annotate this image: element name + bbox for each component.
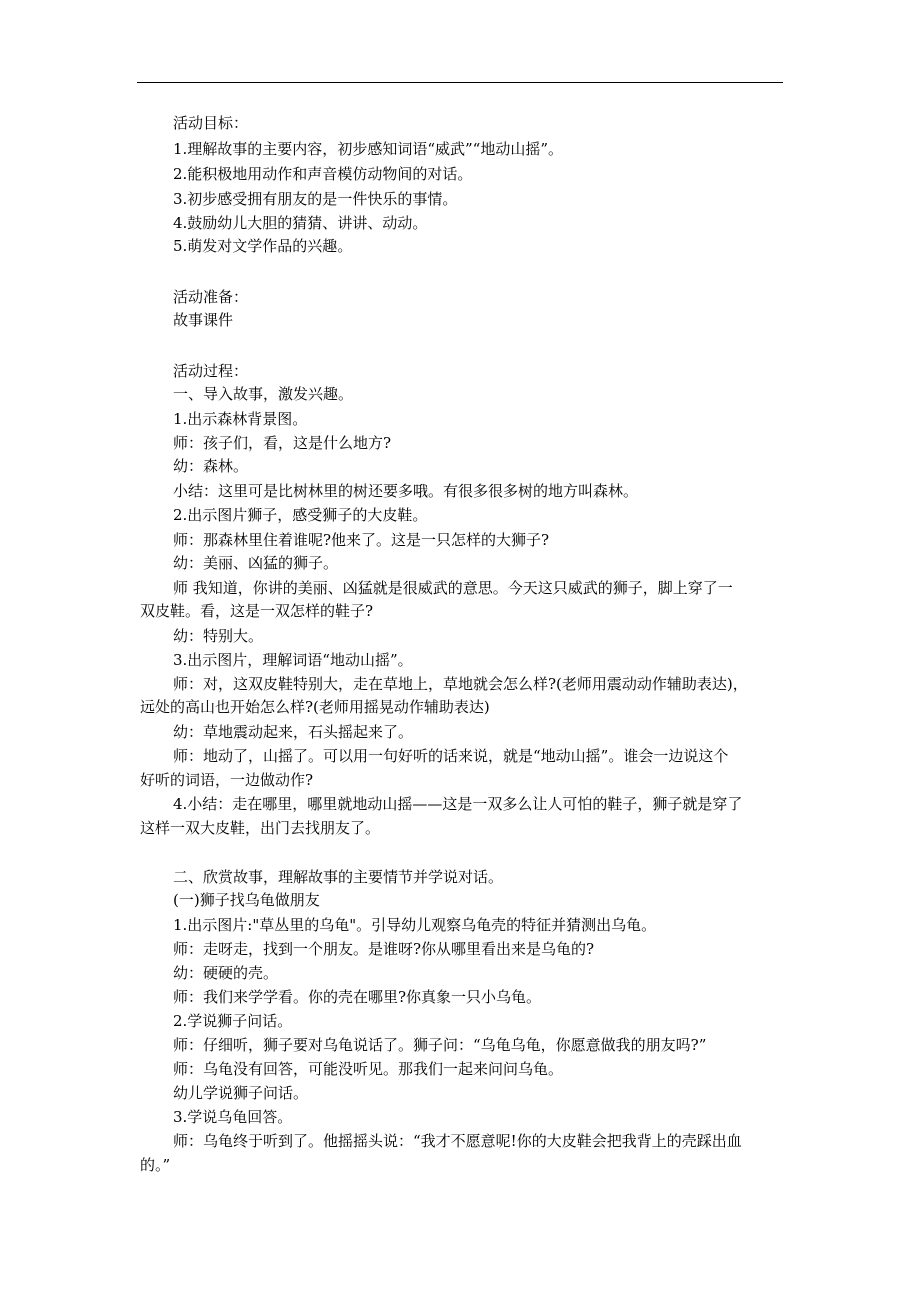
process-line-continued: 好听的词语，一边做动作? (140, 771, 314, 789)
section-heading: 二、欣赏故事，理解故事的主要情节并学说对话。 (173, 868, 504, 886)
process-line-continued: 这样一双大皮鞋，出门去找朋友了。 (140, 819, 381, 837)
process-line-continued: 远处的高山也开始怎么样?(老师用摇晃动作辅助表达) (140, 698, 490, 716)
goal-line: 5.萌发对文学作品的兴趣。 (173, 237, 353, 255)
process-line: 3.出示图片，理解词语“地动山摇”。 (173, 651, 413, 669)
process-line: 1.出示图片:"草丛里的乌龟"。引导幼儿观察乌龟壳的特征并猜测出乌龟。 (173, 916, 657, 934)
header-rule (137, 82, 783, 83)
process-line-continued: 的。” (140, 1156, 171, 1174)
process-line: 师：我们来学学看。你的壳在哪里?你真象一只小乌龟。 (173, 988, 542, 1006)
heading-process: 活动过程： (173, 362, 249, 380)
process-line: 师 我知道，你讲的美丽、凶猛就是很威武的意思。今天这只威武的狮子，脚上穿了一 (173, 579, 733, 597)
process-line: 幼儿学说狮子问话。 (173, 1084, 309, 1102)
process-line: 师：仔细听，狮子要对乌龟说话了。狮子问：“乌龟乌龟，你愿意做我的朋友吗?” (173, 1036, 707, 1054)
process-line: 4.小结：走在哪里，哪里就地动山摇——这是一双多么让人可怕的鞋子，狮子就是穿了 (173, 795, 743, 813)
process-line: 师：那森林里住着谁呢?他来了。这是一只怎样的大狮子? (173, 531, 550, 549)
process-line: 2.学说狮子问话。 (173, 1012, 293, 1030)
process-line: 幼：硬硬的壳。 (173, 964, 279, 982)
process-line: 师：孩子们，看，这是什么地方? (173, 434, 392, 452)
process-line: 幼：特别大。 (173, 627, 264, 645)
process-line: 师：乌龟终于听到了。他摇摇头说：“我才不愿意呢!你的大皮鞋会把我背上的壳踩出血 (173, 1132, 742, 1150)
process-line: 师：走呀走，找到一个朋友。是谁呀?你从哪里看出来是乌龟的? (173, 940, 595, 958)
heading-preparation: 活动准备： (173, 288, 249, 306)
process-line-continued: 双皮鞋。看，这是一双怎样的鞋子? (140, 602, 374, 620)
subsection-heading: (一)狮子找乌龟做朋友 (173, 891, 320, 909)
process-line: 1.出示森林背景图。 (173, 410, 308, 428)
process-line: 师：乌龟没有回答，可能没听见。那我们一起来问问乌龟。 (173, 1060, 564, 1078)
process-line: 小结：这里可是比树林里的树还要多哦。有很多很多树的地方叫森林。 (173, 482, 639, 500)
goal-line: 4.鼓励幼儿大胆的猜猜、讲讲、动动。 (173, 214, 428, 232)
process-line: 2.出示图片狮子，感受狮子的大皮鞋。 (173, 506, 428, 524)
goal-line: 1.理解故事的主要内容，初步感知词语“威武”“地动山摇”。 (173, 140, 563, 158)
preparation-line: 故事课件 (173, 311, 234, 329)
goal-line: 3.初步感受拥有朋友的是一件快乐的事情。 (173, 190, 458, 208)
process-line: 幼：美丽、凶猛的狮子。 (173, 554, 339, 572)
process-line: 师：对，这双皮鞋特别大，走在草地上，草地就会怎么样?(老师用震动动作辅助表达)， (173, 675, 748, 693)
goal-line: 2.能积极地用动作和声音模仿动物间的对话。 (173, 165, 473, 183)
process-line: 幼：草地震动起来，石头摇起来了。 (173, 723, 414, 741)
section-heading: 一、导入故事，激发兴趣。 (173, 385, 354, 403)
heading-goals: 活动目标： (173, 114, 249, 132)
process-line: 师：地动了，山摇了。可以用一句好听的话来说，就是“地动山摇”。谁会一边说这个 (173, 747, 729, 765)
process-line: 3.学说乌龟回答。 (173, 1108, 293, 1126)
process-line: 幼：森林。 (173, 457, 249, 475)
